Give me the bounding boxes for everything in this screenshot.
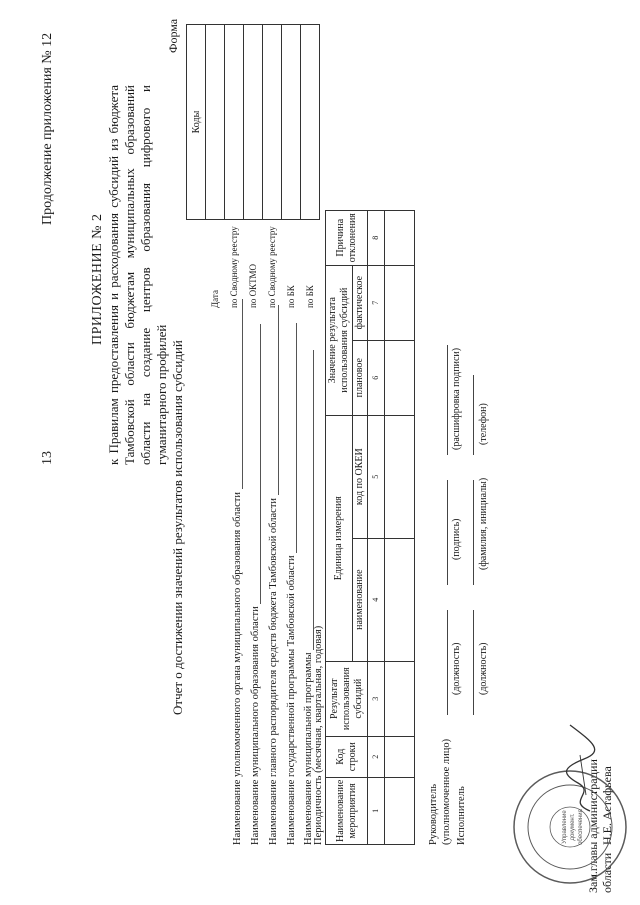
codes-row-value	[282, 25, 301, 220]
approval-name: Н.Е. Астафьева	[600, 766, 614, 845]
column-number: 2	[368, 736, 385, 777]
column-number: 3	[368, 661, 385, 736]
col-value-fact-header: фактическое	[353, 265, 368, 340]
field-chief-administrator	[268, 305, 279, 845]
head-signature-line	[440, 480, 451, 585]
codes-header: Коды	[187, 25, 206, 220]
field-blank	[278, 305, 279, 495]
codes-row-label: по ОКТМО	[244, 220, 263, 311]
column-number: 8	[368, 210, 385, 265]
table-cell	[385, 661, 415, 736]
col-unit-header: Единица измерения	[326, 415, 353, 661]
column-number: 4	[368, 538, 385, 661]
table-cell	[385, 777, 415, 844]
codes-header-spacer	[187, 220, 206, 311]
table-cell	[385, 415, 415, 538]
handwritten-signature-icon	[560, 720, 600, 815]
field-blank	[242, 299, 243, 489]
codes-table	[186, 24, 320, 310]
column-number: 7	[368, 265, 385, 340]
page-number: 13	[40, 451, 55, 465]
field-label: Наименование государственной программы Тамбовской области	[286, 555, 297, 845]
codes-row-value	[301, 25, 320, 220]
field-label: Наименование уполномоченного органа муниципального образования области	[232, 492, 243, 845]
codes-row-value	[263, 25, 282, 220]
codes-row-label: по Сводному реестру	[225, 220, 244, 311]
field-label: Наименование главного распорядителя средств бюджета Тамбовской области	[268, 497, 279, 845]
col-value-header: Значение результата использования субсидий	[326, 265, 353, 415]
position-caption: (должность)	[451, 642, 462, 695]
field-state-program	[286, 323, 297, 845]
col-value-plan-header: плановое	[353, 340, 368, 415]
head-position-line	[440, 610, 451, 715]
approval-position: Зам.главы администрации	[586, 759, 600, 893]
decoding-caption: (расшифровка подписи)	[451, 347, 462, 450]
field-municipality	[250, 324, 261, 845]
codes-row-value	[225, 25, 244, 220]
table-cell	[385, 538, 415, 661]
signature-caption: (подпись)	[451, 518, 462, 560]
executor-label: Исполнитель	[456, 786, 467, 845]
head-sub-label: (уполномоченное лицо)	[441, 738, 452, 845]
executor-position-line	[466, 610, 477, 715]
field-blank	[260, 324, 261, 604]
field-label: Периодичность (месячная, квартальная, годовая)	[313, 625, 324, 845]
report-title: Отчет о достижении значений результатов использования субсидий	[170, 340, 185, 715]
table-cell	[385, 265, 415, 340]
codes-row-label: по БК	[282, 220, 301, 311]
column-number: 6	[368, 340, 385, 415]
col-result-header: Результат использования субсидий	[326, 661, 368, 736]
field-label: Наименование муниципальной программы	[303, 652, 314, 845]
column-number: 1	[368, 777, 385, 844]
codes-row-label: по БК	[301, 220, 320, 311]
table-cell	[385, 210, 415, 265]
field-periodicity	[313, 626, 324, 845]
svg-text:обеспечения: обеспечения	[578, 809, 584, 845]
phone-caption: (телефон)	[478, 403, 489, 445]
codes-row-label: Дата	[206, 220, 225, 311]
form-label: Форма	[166, 18, 180, 53]
codes-row-value	[244, 25, 263, 220]
field-authorized-body	[232, 299, 243, 845]
table-cell	[385, 340, 415, 415]
approval-position-area: области	[600, 852, 614, 893]
executor-name-line	[466, 480, 477, 585]
executor-phone-line	[466, 375, 477, 455]
codes-row-value	[206, 25, 225, 220]
field-blank	[296, 323, 297, 553]
head-decoding-line	[440, 345, 451, 455]
svg-text:документ.: документ.	[570, 813, 576, 841]
appendix-title: ПРИЛОЖЕНИЕ № 2	[90, 213, 105, 345]
field-label: Наименование муниципального образования области	[250, 606, 261, 845]
executor-position-caption: (должность)	[478, 642, 489, 695]
name-caption: (фамилия, инициалы)	[478, 477, 489, 570]
appendix-subtitle: к Правилам предоставления и расходования субсидий из бюджета Тамбовской области бюджетам муниципальных образований области на создание центров образования цифрового и гуманитарного профилей	[106, 85, 169, 465]
col-event-header: Наименование мероприятия	[326, 777, 368, 844]
col-unit-okei-header: код по ОКЕИ	[353, 415, 368, 538]
field-blank	[313, 350, 314, 650]
attachment-continuation: Продолжение приложения № 12	[40, 32, 55, 225]
codes-row-label: по Сводному реестру	[263, 220, 282, 311]
col-reason-header: Причина отклонения	[326, 210, 368, 265]
head-label: Руководитель	[428, 784, 439, 845]
results-table	[325, 210, 415, 845]
col-code-header: Код строки	[326, 736, 368, 777]
column-number: 5	[368, 415, 385, 538]
svg-text:Управление: Управление	[562, 810, 568, 844]
table-cell	[385, 736, 415, 777]
col-unit-name-header: наименование	[353, 538, 368, 661]
